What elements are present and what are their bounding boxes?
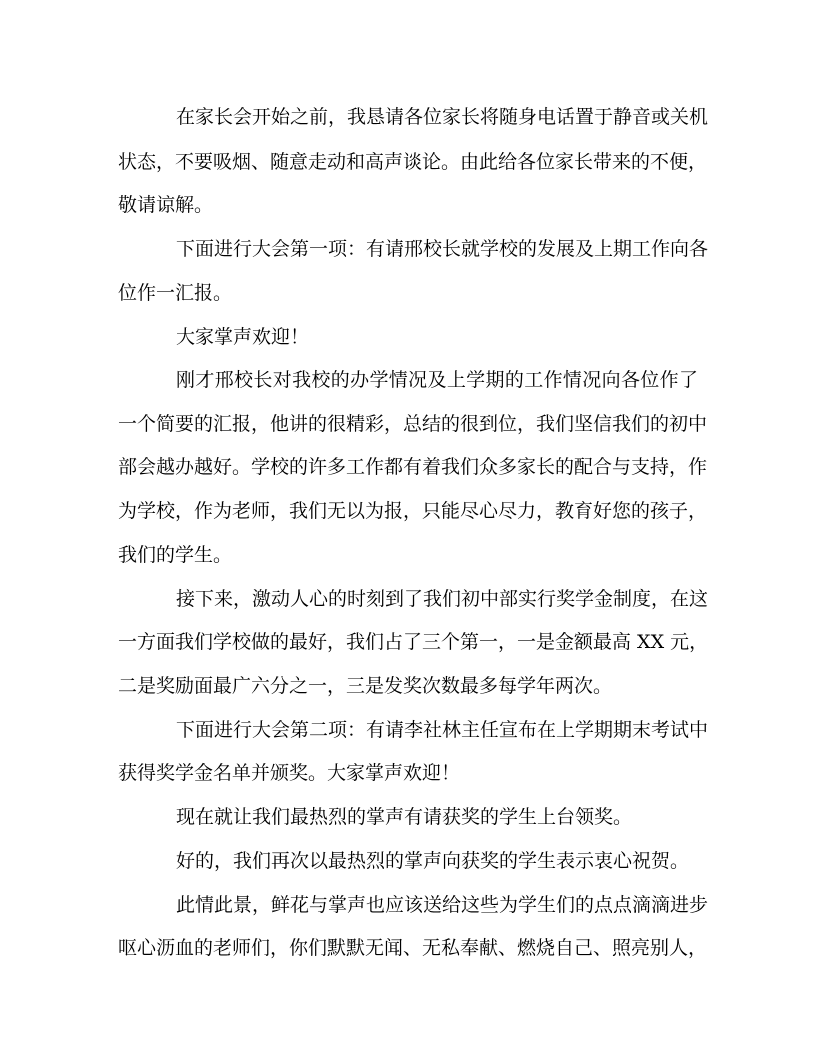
- text-line: 部会越办越好。学校的许多工作都有着我们众多家长的配合与支持，作: [118, 456, 708, 478]
- text-line: 刚才邢校长对我校的办学情况及上学期的工作情况向各位作了: [176, 369, 698, 391]
- text-line: 位作一汇报。: [118, 282, 233, 304]
- text-line: 二是奖励面最广六分之一，三是发奖次数最多每学年两次。: [118, 675, 613, 697]
- text-line: 为学校，作为老师，我们无以为报，只能尽心尽力，教育好您的孩子，: [118, 500, 708, 522]
- text-line: 获得奖学金名单并颁奖。大家掌声欢迎！: [118, 762, 461, 784]
- text-line: 大家掌声欢迎！: [176, 326, 310, 348]
- text-line: 一个简要的汇报，他讲的很精彩，总结的很到位，我们坚信我们的初中: [118, 413, 708, 435]
- text-line: 呕心沥血的老师们，你们默默无闻、无私奉献、燃烧自己、照亮别人，: [118, 937, 708, 959]
- text-line: 现在就让我们最热烈的掌声有请获奖的学生上台领奖。: [176, 806, 633, 828]
- text-line: 下面进行大会第一项：有请邢校长就学校的发展及上期工作向各: [176, 238, 709, 260]
- text-line: 接下来，激动人心的时刻到了我们初中部实行奖学金制度，在这: [176, 588, 709, 610]
- text-line: 我们的学生。: [118, 544, 233, 566]
- text-line: 此情此景，鲜花与掌声也应该送给这些为学生们的点点滴滴进步: [176, 894, 709, 916]
- text-line: 一方面我们学校做的最好，我们占了三个第一，一是金额最高 XX 元，: [118, 631, 709, 653]
- text-line: 敬请谅解。: [118, 194, 214, 216]
- text-line: 好的，我们再次以最热烈的掌声向获奖的学生表示衷心祝贺。: [176, 850, 690, 872]
- text-line: 在家长会开始之前，我恳请各位家长将随身电话置于静音或关机: [176, 106, 709, 128]
- text-line: 下面进行大会第二项：有请李社林主任宣布在上学期期末考试中: [176, 719, 709, 741]
- text-line: 状态，不要吸烟、随意走动和高声谈论。由此给各位家长带来的不便，: [118, 151, 708, 173]
